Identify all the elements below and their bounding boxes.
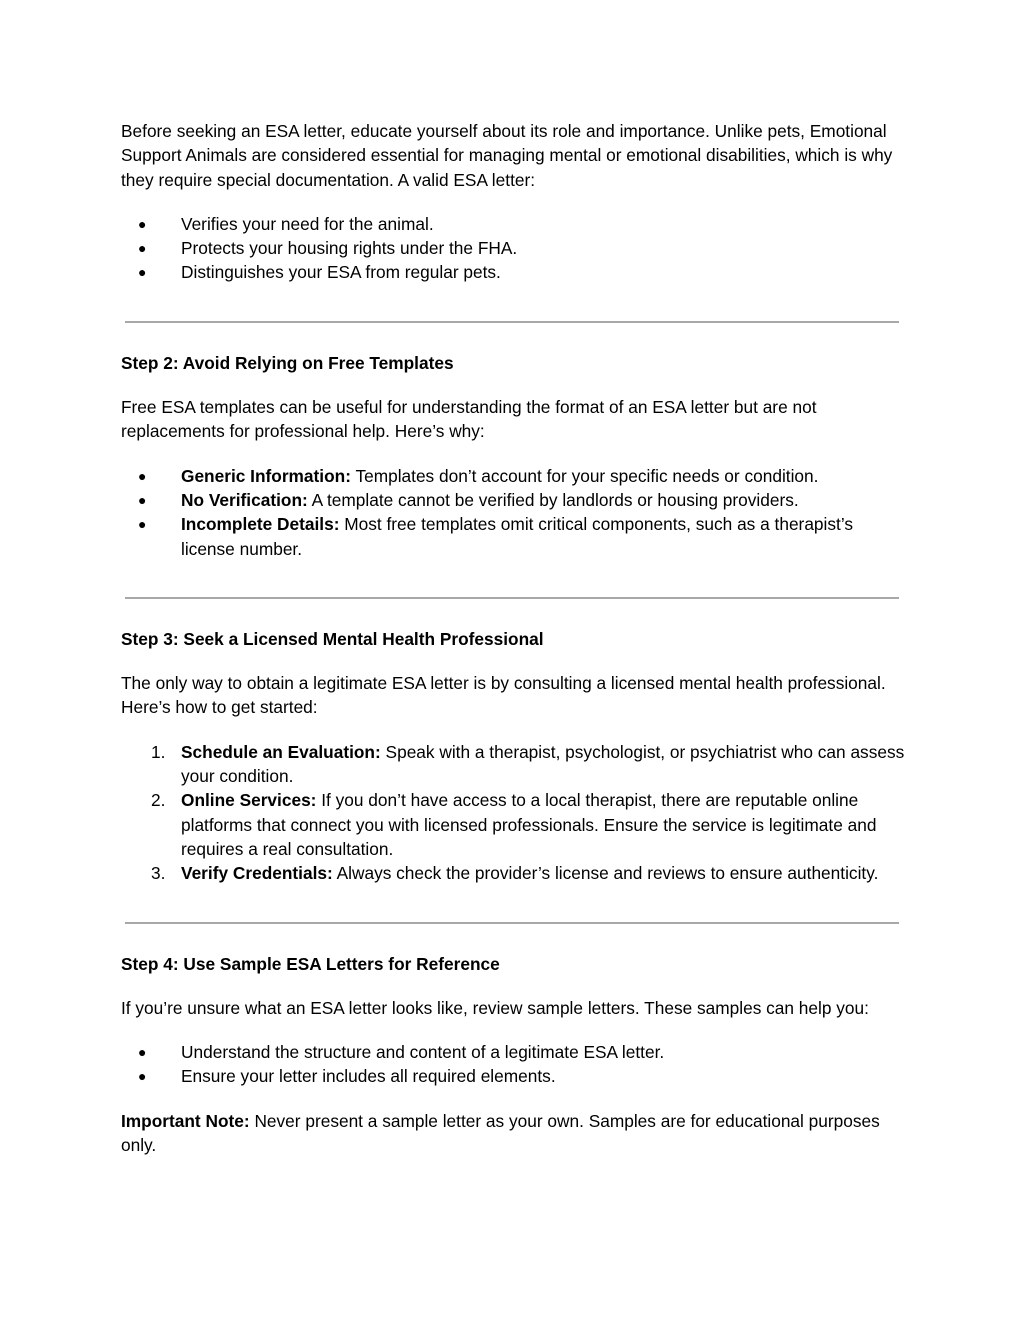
list-item-number: 2. — [151, 790, 166, 811]
list-item-text: Distinguishes your ESA from regular pets. — [181, 262, 501, 283]
list-item-text: Speak with a therapist, psychologist, or psychiatrist who can assess your condition. — [181, 741, 905, 787]
bullet-icon: ● — [138, 491, 147, 508]
list-item-text: Most free templates omit critical components, such as a therapist’s license number. — [181, 514, 853, 559]
important-note — [121, 1109, 906, 1158]
list-item-text: Protects your housing rights under the FHA. — [181, 238, 518, 259]
list-item-label: Verify Credentials: — [181, 863, 333, 884]
list-item-text: Understand the structure and content of a legitimate ESA letter. — [181, 1042, 665, 1063]
list-item-number: 3. — [151, 863, 166, 884]
list-item-label: Incomplete Details: — [181, 514, 340, 535]
section-divider — [125, 321, 899, 323]
list-item — [121, 788, 906, 861]
list-item-text: A template cannot be verified by landlords or housing providers. — [307, 489, 799, 510]
list-item-text: Ensure your letter includes all required elements. — [181, 1066, 556, 1087]
list-item — [121, 488, 906, 512]
step4-paragraph: If you’re unsure what an ESA letter looks like, review sample letters. These samples can help you: — [121, 997, 869, 1018]
intro-list — [121, 212, 906, 285]
list-item — [121, 861, 906, 885]
step3-list — [121, 740, 906, 886]
step2-list — [121, 464, 906, 561]
list-item-text: Always check the provider’s license and reviews to ensure authenticity. — [332, 863, 879, 884]
list-item-text: Templates don’t account for your specific needs or condition. — [350, 465, 819, 486]
document-page — [121, 119, 906, 1157]
list-item-label: Online Services: — [181, 790, 317, 811]
bullet-icon: ● — [138, 1068, 147, 1085]
list-item — [121, 512, 906, 561]
section-divider — [125, 922, 899, 924]
list-item-text: Verifies your need for the animal. — [181, 213, 434, 234]
step2-heading: Step 2: Avoid Relying on Free Templates — [121, 352, 454, 373]
list-item-label: Schedule an Evaluation: — [181, 741, 381, 762]
list-item-label: No Verification: — [181, 489, 308, 510]
important-note-text: Never present a sample letter as your own. Samples are for educational purposes only. — [121, 1110, 880, 1156]
list-item-label: Generic Information: — [181, 465, 351, 486]
bullet-icon: ● — [138, 516, 147, 533]
step4-list — [121, 1040, 906, 1089]
list-item-text: If you don’t have access to a local therapist, there are reputable online platforms that connect you with licensed professionals. Ensure the service is legitimate and requires a real consultation. — [181, 790, 877, 859]
list-item — [121, 1040, 906, 1064]
bullet-icon: ● — [138, 215, 147, 232]
step4-heading: Step 4: Use Sample ESA Letters for Reference — [121, 953, 500, 974]
intro-paragraph: Before seeking an ESA letter, educate yourself about its role and importance. Unlike pets, Emotional Support Animals are considered essential for managing mental or emotional disabilities, which is why they require special documentation. A valid ESA letter: — [121, 121, 893, 190]
list-item — [121, 212, 906, 236]
bullet-icon: ● — [138, 240, 147, 257]
list-item — [121, 260, 906, 284]
list-item-number: 1. — [151, 741, 166, 762]
list-item — [121, 740, 906, 789]
important-note-label: Important Note: — [121, 1110, 250, 1131]
bullet-icon: ● — [138, 264, 147, 281]
bullet-icon: ● — [138, 1044, 147, 1061]
list-item — [121, 464, 906, 488]
step3-heading: Step 3: Seek a Licensed Mental Health Professional — [121, 628, 544, 649]
section-divider — [125, 597, 899, 599]
step3-paragraph: The only way to obtain a legitimate ESA letter is by consulting a licensed mental health professional. Here’s how to get started: — [121, 673, 886, 718]
list-item — [121, 236, 906, 260]
bullet-icon: ● — [138, 467, 147, 484]
step2-paragraph: Free ESA templates can be useful for understanding the format of an ESA letter but are not replacements for professional help. Here’s why: — [121, 397, 817, 442]
list-item — [121, 1064, 906, 1088]
